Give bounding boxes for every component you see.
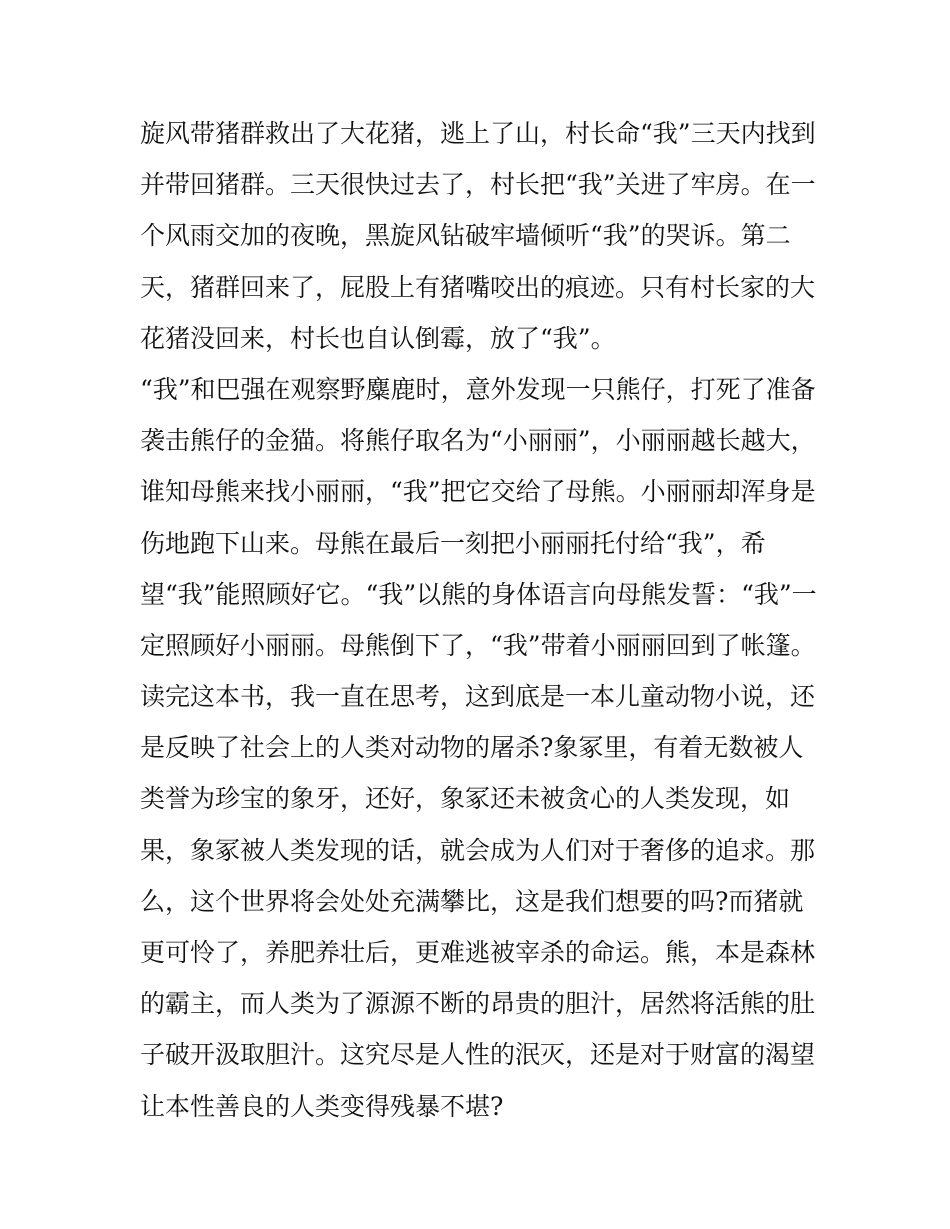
- text-line: 谁知母熊来找小丽丽，“我”把它交给了母熊。小丽丽却浑身是: [140, 477, 816, 507]
- text-line: 花猪没回来，村长也自认倒霉，放了“我”。: [140, 323, 616, 353]
- text-line: 旋风带猪群救出了大花猪，逃上了山，村长命“我”三天内找到: [140, 119, 816, 148]
- text-line: 是反映了社会上的人类对动物的屠杀?象冢里，有着无数被人: [140, 733, 804, 763]
- text-line: 个风雨交加的夜晚，黑旋风钻破牢墙倾听“我”的哭诉。第二: [140, 221, 791, 251]
- text-line: 更可怜了，养肥养壮后，更难逃被宰杀的命运。熊，本是森林: [140, 938, 816, 967]
- text-line: 定照顾好小丽丽。母熊倒下了，“我”带着小丽丽回到了帐篷。: [140, 630, 816, 660]
- text-line: 并带回猪群。三天很快过去了，村长把“我”关进了牢房。在一: [140, 170, 816, 200]
- text-line: 果，象冢被人类发现的话，就会成为人们对于奢侈的追求。那: [140, 835, 816, 865]
- text-line: 类誉为珍宝的象牙，还好，象冢还未被贪心的人类发现，如: [140, 784, 791, 814]
- text-line: 的霸主，而人类为了源源不断的昂贵的胆汁，居然将活熊的肚: [140, 989, 816, 1019]
- text-line: 望“我”能照顾好它。“我”以熊的身体语言向母熊发誓：“我”一: [140, 579, 817, 609]
- text-line: 子破开汲取胆汁。这究尽是人性的泯灭，还是对于财富的渴望: [140, 1040, 816, 1070]
- text-line: 么，这个世界将会处处充满攀比，这是我们想要的吗?而猪就: [140, 886, 804, 916]
- text-line: 天，猪群回来了，屁股上有猪嘴咬出的痕迹。只有村长家的大: [140, 272, 816, 302]
- text-line: 让本性善良的人类变得残暴不堪?: [140, 1091, 504, 1121]
- text-line: 袭击熊仔的金猫。将熊仔取名为“小丽丽”，小丽丽越长越大，: [140, 426, 816, 456]
- text-line: “我”和巴强在观察野麋鹿时，意外发现一只熊仔，打死了准备: [140, 374, 816, 404]
- text-line: 读完这本书，我一直在思考，这到底是一本儿童动物小说，还: [140, 682, 816, 712]
- document-body: [140, 108, 820, 1132]
- text-line: 伤地跑下山来。母熊在最后一刻把小丽丽托付给“我”，希: [140, 528, 766, 558]
